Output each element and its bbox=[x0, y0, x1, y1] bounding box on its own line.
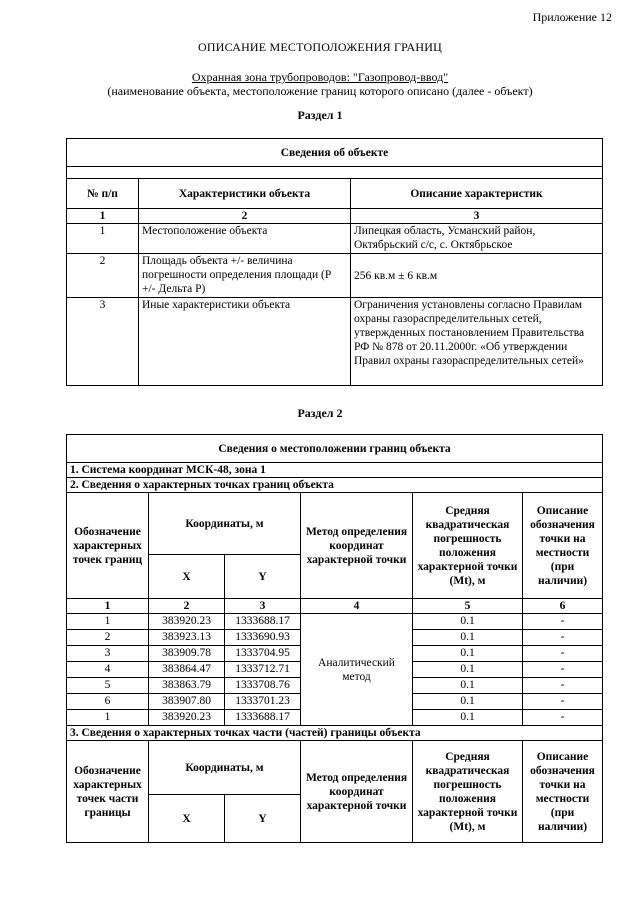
point-id: 2 bbox=[67, 630, 149, 646]
spacer-row bbox=[67, 167, 603, 179]
point-desc: - bbox=[523, 710, 603, 726]
point-x: 383920.23 bbox=[149, 614, 225, 630]
col-x-header: X bbox=[149, 555, 225, 599]
section-1-label: Раздел 1 bbox=[297, 108, 343, 122]
point-id: 5 bbox=[67, 678, 149, 694]
boundary-location-table bbox=[66, 434, 603, 843]
point-y: 1333708.76 bbox=[225, 678, 301, 694]
table-row bbox=[67, 614, 603, 630]
col-desc-header: Описание обозначения точки на местности (при наличии) bbox=[523, 741, 603, 843]
point-desc: - bbox=[523, 662, 603, 678]
section-2-label: Раздел 2 bbox=[297, 406, 343, 420]
point-mt: 0.1 bbox=[413, 710, 523, 726]
boundary-location-header: Сведения о местоположении границ объекта bbox=[67, 435, 603, 463]
appendix-label: Приложение 12 bbox=[532, 10, 612, 24]
index-cell: 1 bbox=[67, 599, 149, 614]
description-cell: 256 кв.м ± 6 кв.м bbox=[351, 254, 603, 298]
coordinate-system-row: 1. Система координат МСК-48, зона 1 bbox=[67, 463, 603, 478]
index-cell: 6 bbox=[523, 599, 603, 614]
point-mt: 0.1 bbox=[413, 694, 523, 710]
col-description-header: Описание характеристик bbox=[351, 179, 603, 209]
table-row bbox=[67, 298, 603, 386]
point-x: 383909.78 bbox=[149, 646, 225, 662]
point-id: 1 bbox=[67, 614, 149, 630]
description-cell: Липецкая область, Усманский район, Октябрьский с/с, с. Октябрьское bbox=[351, 224, 603, 254]
method-cell: Аналитический метод bbox=[301, 614, 413, 726]
row-number: 3 bbox=[67, 298, 139, 386]
point-y: 1333688.17 bbox=[225, 710, 301, 726]
point-desc: - bbox=[523, 614, 603, 630]
point-x: 383920.23 bbox=[149, 710, 225, 726]
point-mt: 0.1 bbox=[413, 662, 523, 678]
point-x: 383907.80 bbox=[149, 694, 225, 710]
index-cell: 2 bbox=[149, 599, 225, 614]
row-number: 1 bbox=[67, 224, 139, 254]
characteristic-cell: Площадь объекта +/- величина погрешности определения площади (Р +/- Дельта Р) bbox=[139, 254, 351, 298]
point-id: 3 bbox=[67, 646, 149, 662]
point-x: 383923.13 bbox=[149, 630, 225, 646]
col-error-header: Средняя квадратическая погрешность положения характерной точки (Mt), м bbox=[413, 493, 523, 599]
col-method-header: Метод определения координат характерной точки bbox=[301, 493, 413, 599]
col-point-part-header: Обозначение характерных точек части границы bbox=[67, 741, 149, 843]
point-y: 1333690.93 bbox=[225, 630, 301, 646]
point-id: 4 bbox=[67, 662, 149, 678]
point-x: 383863.79 bbox=[149, 678, 225, 694]
index-cell: 3 bbox=[225, 599, 301, 614]
point-y: 1333704.95 bbox=[225, 646, 301, 662]
point-id: 6 bbox=[67, 694, 149, 710]
col-y-header: Y bbox=[225, 555, 301, 599]
col-y-header: Y bbox=[225, 795, 301, 843]
row-number: 2 bbox=[67, 254, 139, 298]
col-x-header: X bbox=[149, 795, 225, 843]
object-name-text: Охранная зона трубопроводов: "Газопровод-ввод" bbox=[191, 70, 449, 84]
index-cell: 4 bbox=[301, 599, 413, 614]
characteristic-cell: Местоположение объекта bbox=[139, 224, 351, 254]
point-desc: - bbox=[523, 646, 603, 662]
index-cell: 1 bbox=[67, 209, 139, 224]
point-y: 1333688.17 bbox=[225, 614, 301, 630]
col-coords-header: Координаты, м bbox=[149, 741, 301, 795]
index-cell: 3 bbox=[351, 209, 603, 224]
object-info-header: Сведения об объекте bbox=[67, 139, 603, 167]
col-number-header: № п/п bbox=[67, 179, 139, 209]
point-x: 383864.47 bbox=[149, 662, 225, 678]
point-mt: 0.1 bbox=[413, 630, 523, 646]
col-point-header: Обозначение характерных точек границ bbox=[67, 493, 149, 599]
table-row bbox=[67, 254, 603, 298]
col-characteristic-header: Характеристики объекта bbox=[139, 179, 351, 209]
table-row bbox=[67, 224, 603, 254]
point-y: 1333701.23 bbox=[225, 694, 301, 710]
point-desc: - bbox=[523, 630, 603, 646]
object-name-caption: (наименование объекта, местоположение границ которого описано (далее - объект) bbox=[107, 84, 533, 98]
document-title: ОПИСАНИЕ МЕСТОПОЛОЖЕНИЯ ГРАНИЦ bbox=[198, 40, 442, 54]
col-desc-header: Описание обозначения точки на местности (при наличии) bbox=[523, 493, 603, 599]
point-desc: - bbox=[523, 694, 603, 710]
point-y: 1333712.71 bbox=[225, 662, 301, 678]
point-mt: 0.1 bbox=[413, 678, 523, 694]
part-points-subheader: 3. Сведения о характерных точках части (частей) границы объекта bbox=[67, 726, 603, 741]
object-info-table bbox=[66, 138, 603, 386]
boundary-points-subheader: 2. Сведения о характерных точках границ объекта bbox=[67, 478, 603, 493]
index-cell: 5 bbox=[413, 599, 523, 614]
point-id: 1 bbox=[67, 710, 149, 726]
point-mt: 0.1 bbox=[413, 614, 523, 630]
col-error-header: Средняя квадратическая погрешность положения характерной точки (Mt), м bbox=[413, 741, 523, 843]
col-coords-header: Координаты, м bbox=[149, 493, 301, 555]
point-mt: 0.1 bbox=[413, 646, 523, 662]
col-method-header: Метод определения координат характерной точки bbox=[301, 741, 413, 843]
object-name bbox=[0, 70, 640, 85]
point-desc: - bbox=[523, 678, 603, 694]
index-cell: 2 bbox=[139, 209, 351, 224]
characteristic-cell: Иные характеристики объекта bbox=[139, 298, 351, 386]
description-cell: Ограничения установлены согласно Правилам охраны газораспределительных сетей, утвержденных постановлением Правительства РФ № 878 от 20.11.2000г. «Об утверждении Правил охраны газораспределительных сетей» bbox=[351, 298, 603, 386]
